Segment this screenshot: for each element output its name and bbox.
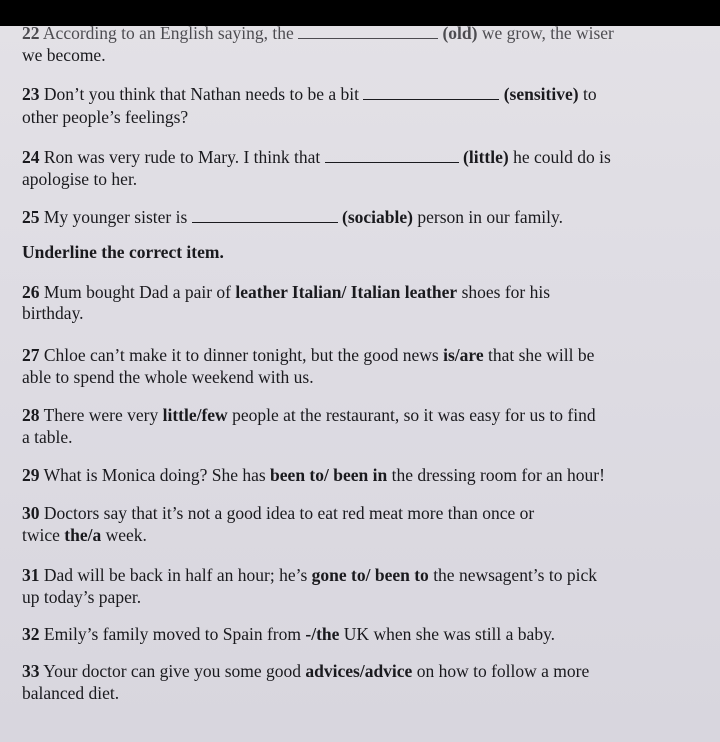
- question-text: birthday.: [22, 303, 84, 323]
- question-30-line1: [22, 502, 534, 524]
- answer-choice[interactable]: -/the: [305, 624, 340, 644]
- question-22-line1: [22, 26, 614, 44]
- question-text: to: [582, 84, 597, 104]
- question-text: Ron was very rude to Mary. I think that: [43, 147, 321, 167]
- question-number: 30: [22, 503, 40, 523]
- question-number: 24: [22, 147, 40, 167]
- question-text: Dad will be back in half an hour; he’s: [43, 565, 308, 585]
- question-text: able to spend the whole weekend with us.: [22, 367, 314, 387]
- question-text: According to an English saying, the: [42, 26, 294, 43]
- question-number: 25: [22, 207, 40, 227]
- question-text: apologise to her.: [22, 169, 138, 189]
- answer-blank[interactable]: [363, 85, 499, 100]
- question-text: Chloe can’t make it to dinner tonight, but the good news: [43, 345, 439, 365]
- question-text: shoes for his: [461, 282, 551, 302]
- answer-choice[interactable]: little/few: [162, 405, 228, 425]
- question-28-line2: [22, 426, 73, 448]
- question-text: Doctors say that it’s not a good idea to eat red meat more than once or: [43, 503, 535, 523]
- question-number: 29: [22, 465, 40, 485]
- question-23-line2: [22, 106, 188, 128]
- top-black-bar: [0, 0, 720, 26]
- answer-choice[interactable]: been to/ been in: [270, 465, 388, 485]
- question-text: other people’s feelings?: [22, 107, 189, 127]
- question-number: 32: [22, 624, 40, 644]
- question-text: the dressing room for an hour!: [391, 465, 605, 485]
- question-text: people at the restaurant, so it was easy for us to find: [232, 405, 596, 425]
- answer-blank[interactable]: [325, 148, 459, 163]
- question-text: twice: [22, 525, 60, 545]
- question-31-line2: [22, 586, 141, 608]
- question-33-line2: [22, 682, 119, 704]
- question-text: There were very: [43, 405, 159, 425]
- section-heading: Underline the correct item.: [22, 242, 224, 262]
- question-32: [22, 623, 555, 645]
- question-24-line2: [22, 168, 137, 190]
- question-text: Mum bought Dad a pair of: [43, 282, 231, 302]
- question-number: 28: [22, 405, 40, 425]
- question-text: we grow, the wiser: [481, 26, 614, 43]
- question-27-line1: [22, 344, 594, 366]
- question-text: Your doctor can give you some good: [43, 661, 302, 681]
- question-29: [22, 464, 605, 486]
- question-text: he could do is: [513, 147, 611, 167]
- question-text: we become.: [22, 45, 106, 65]
- question-number: 23: [22, 84, 40, 104]
- question-number: 26: [22, 282, 40, 302]
- question-27-line2: [22, 366, 314, 388]
- question-text: week.: [105, 525, 147, 545]
- answer-choice[interactable]: leather Italian/ Italian leather: [235, 282, 458, 302]
- question-26-line1: [22, 281, 550, 303]
- question-text: a table.: [22, 427, 73, 447]
- answer-blank[interactable]: [192, 208, 338, 223]
- question-text: UK when she was still a baby.: [343, 624, 556, 644]
- question-33-line1: [22, 660, 589, 682]
- question-text: on how to follow a more: [416, 661, 590, 681]
- word-hint: (old): [442, 26, 478, 43]
- question-text: balanced diet.: [22, 683, 120, 703]
- answer-choice[interactable]: the/a: [64, 525, 102, 545]
- worksheet-page: [0, 26, 720, 742]
- question-number: 31: [22, 565, 40, 585]
- question-28-line1: [22, 404, 596, 426]
- question-26-line2: [22, 302, 84, 324]
- question-text: the newsagent’s to pick: [433, 565, 597, 585]
- word-hint: (sensitive): [503, 84, 579, 104]
- word-hint: (sociable): [342, 207, 413, 227]
- question-text: Don’t you think that Nathan needs to be a bit: [43, 84, 359, 104]
- word-hint: (little): [463, 147, 509, 167]
- question-31-line1: [22, 564, 597, 586]
- question-text: What is Monica doing? She has: [43, 465, 266, 485]
- question-25: [22, 206, 563, 228]
- question-number: 27: [22, 345, 40, 365]
- question-text: up today’s paper.: [22, 587, 142, 607]
- question-text: person in our family.: [417, 207, 564, 227]
- question-22-line2: [22, 44, 106, 66]
- answer-blank[interactable]: [298, 26, 438, 39]
- question-30-line2: [22, 524, 147, 546]
- question-23-line1: [22, 83, 597, 105]
- question-text: My younger sister is: [43, 207, 188, 227]
- answer-choice[interactable]: advices/advice: [305, 661, 413, 681]
- question-number: 33: [22, 661, 40, 681]
- question-text: Emily’s family moved to Spain from: [43, 624, 302, 644]
- question-text: that she will be: [487, 345, 595, 365]
- answer-choice[interactable]: gone to/ been to: [311, 565, 429, 585]
- question-24-line1: [22, 146, 611, 168]
- answer-choice[interactable]: is/are: [443, 345, 484, 365]
- question-number: 22: [22, 26, 40, 43]
